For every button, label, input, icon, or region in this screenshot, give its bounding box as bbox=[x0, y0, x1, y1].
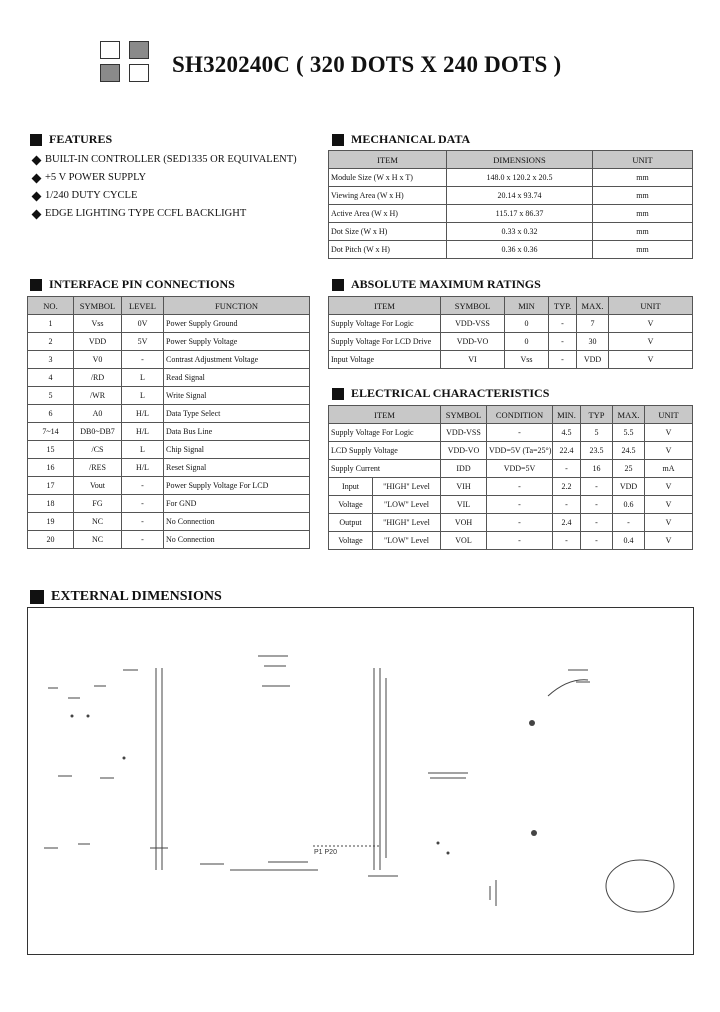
table-cell: Voltage bbox=[329, 496, 373, 514]
page-title: SH320240C ( 320 DOTS X 240 DOTS ) bbox=[172, 52, 562, 77]
table-row bbox=[28, 477, 310, 495]
table-cell: 23.5 bbox=[581, 442, 613, 460]
table-cell: - bbox=[122, 513, 164, 531]
table-row: Dot Size (W x H) 0.33 x 0.32 mm bbox=[329, 223, 693, 241]
table-cell: VDD bbox=[74, 333, 122, 351]
table-cell: 3 bbox=[28, 351, 74, 369]
table-cell: 16 bbox=[581, 460, 613, 478]
table-cell: /WR bbox=[74, 387, 122, 405]
table-cell: For GND bbox=[164, 495, 310, 513]
table-cell: VDD bbox=[613, 478, 645, 496]
diamond-bullet-icon bbox=[32, 155, 42, 165]
electrical-heading: ELECTRICAL CHARACTERISTICS bbox=[332, 386, 549, 401]
table-cell: No Connection bbox=[164, 513, 310, 531]
table-cell: - bbox=[122, 531, 164, 549]
table-cell: - bbox=[487, 478, 553, 496]
column-header: SYMBOL bbox=[74, 297, 122, 315]
table-row bbox=[329, 496, 693, 514]
table-row bbox=[329, 442, 693, 460]
table-cell: Data Type Select bbox=[164, 405, 310, 423]
table-cell: mA bbox=[645, 460, 693, 478]
table-cell: IDD bbox=[441, 460, 487, 478]
table-cell: Supply Current bbox=[329, 460, 441, 478]
table-cell: Chip Signal bbox=[164, 441, 310, 459]
square-bullet-icon bbox=[30, 134, 42, 146]
table-cell: "LOW" Level bbox=[373, 532, 441, 550]
column-header: UNIT bbox=[645, 406, 693, 424]
table-cell: NC bbox=[74, 513, 122, 531]
table-row bbox=[329, 351, 693, 369]
table-cell: V bbox=[645, 442, 693, 460]
table-cell: Power Supply Voltage For LCD bbox=[164, 477, 310, 495]
table-cell: L bbox=[122, 369, 164, 387]
table-header-row bbox=[329, 297, 693, 315]
table-cell: 5.5 bbox=[613, 424, 645, 442]
column-header: CONDITION bbox=[487, 406, 553, 424]
table-cell: - bbox=[487, 532, 553, 550]
column-header: SYMBOL bbox=[441, 406, 487, 424]
table-cell: VDD-VSS bbox=[441, 424, 487, 442]
table-cell: - bbox=[122, 495, 164, 513]
square-bullet-icon bbox=[30, 279, 42, 291]
table-cell: Output bbox=[329, 514, 373, 532]
table-cell: - bbox=[553, 532, 581, 550]
table-cell: 2 bbox=[28, 333, 74, 351]
column-header: ITEM bbox=[329, 297, 441, 315]
table-cell: DB0~DB7 bbox=[74, 423, 122, 441]
table-row: Active Area (W x H) 115.17 x 86.37 mm bbox=[329, 205, 693, 223]
table-row bbox=[28, 369, 310, 387]
interface-table bbox=[27, 296, 310, 549]
dimension-drawing bbox=[28, 608, 693, 954]
external-heading: EXTERNAL DIMENSIONS bbox=[30, 589, 222, 605]
table-cell: Power Supply Ground bbox=[164, 315, 310, 333]
table-cell: 30 bbox=[577, 333, 609, 351]
table-row bbox=[28, 351, 310, 369]
table-cell: 5 bbox=[28, 387, 74, 405]
table-cell: VDD=5V bbox=[487, 460, 553, 478]
table-cell: Reset Signal bbox=[164, 459, 310, 477]
table-header-row bbox=[329, 406, 693, 424]
features-heading: FEATURES bbox=[30, 132, 112, 147]
diamond-bullet-icon bbox=[32, 209, 42, 219]
table-cell: - bbox=[549, 351, 577, 369]
table-cell: L bbox=[122, 441, 164, 459]
table-row bbox=[28, 315, 310, 333]
table-row bbox=[28, 423, 310, 441]
pin-label: P1 P20 bbox=[314, 849, 337, 856]
table-row bbox=[329, 333, 693, 351]
features-list bbox=[32, 151, 297, 223]
column-header: SYMBOL bbox=[441, 297, 505, 315]
table-cell: 25 bbox=[613, 460, 645, 478]
table-cell: 5V bbox=[122, 333, 164, 351]
table-cell: V bbox=[609, 315, 693, 333]
table-row bbox=[329, 315, 693, 333]
table-cell: "LOW" Level bbox=[373, 496, 441, 514]
table-cell: Supply Voltage For Logic bbox=[329, 424, 441, 442]
table-cell: Supply Voltage For Logic bbox=[329, 315, 441, 333]
table-cell: VOL bbox=[441, 532, 487, 550]
table-cell: - bbox=[581, 496, 613, 514]
list-item: BUILT-IN CONTROLLER (SED1335 OR EQUIVALENT) bbox=[32, 151, 297, 169]
list-item: 1/240 DUTY CYCLE bbox=[32, 187, 297, 205]
table-cell: /CS bbox=[74, 441, 122, 459]
column-header: ITEM bbox=[329, 406, 441, 424]
table-row bbox=[28, 531, 310, 549]
table-cell: Supply Voltage For LCD Drive bbox=[329, 333, 441, 351]
table-row bbox=[329, 532, 693, 550]
table-cell: 18 bbox=[28, 495, 74, 513]
table-row bbox=[329, 424, 693, 442]
table-cell: 1 bbox=[28, 315, 74, 333]
table-cell: - bbox=[613, 514, 645, 532]
column-header: MIN. bbox=[553, 406, 581, 424]
table-cell: 16 bbox=[28, 459, 74, 477]
table-cell: 5 bbox=[581, 424, 613, 442]
external-dimensions-frame bbox=[27, 607, 694, 955]
table-cell: "HIGH" Level bbox=[373, 478, 441, 496]
table-row bbox=[28, 405, 310, 423]
table-cell: H/L bbox=[122, 423, 164, 441]
table-cell: L bbox=[122, 387, 164, 405]
table-cell: Data Bus Line bbox=[164, 423, 310, 441]
table-cell: /RES bbox=[74, 459, 122, 477]
list-item: +5 V POWER SUPPLY bbox=[32, 169, 297, 187]
table-row bbox=[28, 333, 310, 351]
diamond-bullet-icon bbox=[32, 191, 42, 201]
table-cell: No Connection bbox=[164, 531, 310, 549]
table-cell: 0.4 bbox=[613, 532, 645, 550]
absolute-heading: ABSOLUTE MAXIMUM RATINGS bbox=[332, 277, 541, 292]
table-cell: Write Signal bbox=[164, 387, 310, 405]
table-cell: A0 bbox=[74, 405, 122, 423]
table-header-row bbox=[329, 151, 693, 169]
table-cell: V0 bbox=[74, 351, 122, 369]
table-cell: LCD Supply Voltage bbox=[329, 442, 441, 460]
table-cell: Input Voltage bbox=[329, 351, 441, 369]
table-cell: - bbox=[487, 514, 553, 532]
table-cell: - bbox=[549, 333, 577, 351]
diamond-bullet-icon bbox=[32, 173, 42, 183]
column-header: MAX. bbox=[613, 406, 645, 424]
table-cell: VDD bbox=[577, 351, 609, 369]
table-row bbox=[329, 478, 693, 496]
table-cell: 4 bbox=[28, 369, 74, 387]
mechanical-heading: MECHANICAL DATA bbox=[332, 132, 470, 147]
table-header-row bbox=[28, 297, 310, 315]
column-header: ITEM bbox=[329, 151, 447, 169]
table-cell: - bbox=[122, 351, 164, 369]
table-row bbox=[329, 514, 693, 532]
column-header: UNIT bbox=[593, 151, 693, 169]
table-cell: 0 bbox=[505, 333, 549, 351]
square-bullet-icon bbox=[332, 279, 344, 291]
column-header: UNIT bbox=[609, 297, 693, 315]
logo-square bbox=[100, 64, 120, 82]
table-cell: - bbox=[549, 315, 577, 333]
table-cell: Voltage bbox=[329, 532, 373, 550]
table-cell: VIL bbox=[441, 496, 487, 514]
list-item: EDGE LIGHTING TYPE CCFL BACKLIGHT bbox=[32, 205, 297, 223]
table-cell: Contrast Adjustment Voltage bbox=[164, 351, 310, 369]
table-cell: - bbox=[487, 496, 553, 514]
table-cell: VIH bbox=[441, 478, 487, 496]
logo-square bbox=[100, 41, 120, 59]
table-cell: V bbox=[609, 333, 693, 351]
column-header: TYP. bbox=[549, 297, 577, 315]
table-cell: - bbox=[581, 478, 613, 496]
table-cell: 0 bbox=[505, 315, 549, 333]
logo-square bbox=[129, 64, 149, 82]
table-cell: - bbox=[553, 496, 581, 514]
table-cell: H/L bbox=[122, 459, 164, 477]
table-cell: V bbox=[645, 424, 693, 442]
table-row bbox=[28, 459, 310, 477]
logo-square bbox=[129, 41, 149, 59]
table-row bbox=[28, 387, 310, 405]
table-cell: - bbox=[581, 514, 613, 532]
table-cell: 15 bbox=[28, 441, 74, 459]
company-logo bbox=[100, 41, 152, 83]
table-row: Viewing Area (W x H) 20.14 x 93.74 mm bbox=[329, 187, 693, 205]
table-cell: - bbox=[122, 477, 164, 495]
table-row: Module Size (W x H x T) 148.0 x 120.2 x 20.5 mm bbox=[329, 169, 693, 187]
table-cell: V bbox=[609, 351, 693, 369]
table-cell: VDD-VO bbox=[441, 333, 505, 351]
table-cell: 7 bbox=[577, 315, 609, 333]
column-header: DIMENSIONS bbox=[447, 151, 593, 169]
table-cell: Power Supply Voltage bbox=[164, 333, 310, 351]
table-cell: V bbox=[645, 514, 693, 532]
table-cell: VDD=5V (Ta=25°) bbox=[487, 442, 553, 460]
table-cell: - bbox=[487, 424, 553, 442]
table-cell: 0.6 bbox=[613, 496, 645, 514]
table-cell: Input bbox=[329, 478, 373, 496]
table-cell: V bbox=[645, 496, 693, 514]
table-cell: 2.2 bbox=[553, 478, 581, 496]
table-cell: "HIGH" Level bbox=[373, 514, 441, 532]
table-cell: VOH bbox=[441, 514, 487, 532]
table-cell: 22.4 bbox=[553, 442, 581, 460]
table-cell: 7~14 bbox=[28, 423, 74, 441]
table-cell: 4.5 bbox=[553, 424, 581, 442]
table-cell: V bbox=[645, 478, 693, 496]
table-cell: H/L bbox=[122, 405, 164, 423]
table-cell: V bbox=[645, 532, 693, 550]
table-cell: - bbox=[581, 532, 613, 550]
interface-heading: INTERFACE PIN CONNECTIONS bbox=[30, 277, 235, 292]
table-cell: Vss bbox=[505, 351, 549, 369]
column-header: MIN bbox=[505, 297, 549, 315]
table-cell: /RD bbox=[74, 369, 122, 387]
column-header: NO. bbox=[28, 297, 74, 315]
table-cell: 17 bbox=[28, 477, 74, 495]
table-cell: 20 bbox=[28, 531, 74, 549]
square-bullet-icon bbox=[332, 388, 344, 400]
table-row: Dot Pitch (W x H) 0.36 x 0.36 mm bbox=[329, 241, 693, 259]
table-cell: FG bbox=[74, 495, 122, 513]
column-header: MAX. bbox=[577, 297, 609, 315]
column-header: TYP bbox=[581, 406, 613, 424]
table-row bbox=[28, 513, 310, 531]
table-cell: 0V bbox=[122, 315, 164, 333]
mechanical-table bbox=[328, 150, 693, 259]
absolute-table bbox=[328, 296, 693, 369]
table-cell: VDD-VSS bbox=[441, 315, 505, 333]
table-cell: - bbox=[553, 460, 581, 478]
table-cell: 19 bbox=[28, 513, 74, 531]
column-header: LEVEL bbox=[122, 297, 164, 315]
table-cell: NC bbox=[74, 531, 122, 549]
table-cell: 24.5 bbox=[613, 442, 645, 460]
table-cell: 2.4 bbox=[553, 514, 581, 532]
table-row bbox=[329, 460, 693, 478]
table-cell: Vout bbox=[74, 477, 122, 495]
electrical-table bbox=[328, 405, 693, 550]
table-row bbox=[28, 495, 310, 513]
column-header: FUNCTION bbox=[164, 297, 310, 315]
square-bullet-icon bbox=[332, 134, 344, 146]
table-cell: Vss bbox=[74, 315, 122, 333]
table-cell: Read Signal bbox=[164, 369, 310, 387]
table-cell: VI bbox=[441, 351, 505, 369]
table-cell: VDD-VO bbox=[441, 442, 487, 460]
table-cell: 6 bbox=[28, 405, 74, 423]
table-row bbox=[28, 441, 310, 459]
square-bullet-icon bbox=[30, 590, 44, 604]
